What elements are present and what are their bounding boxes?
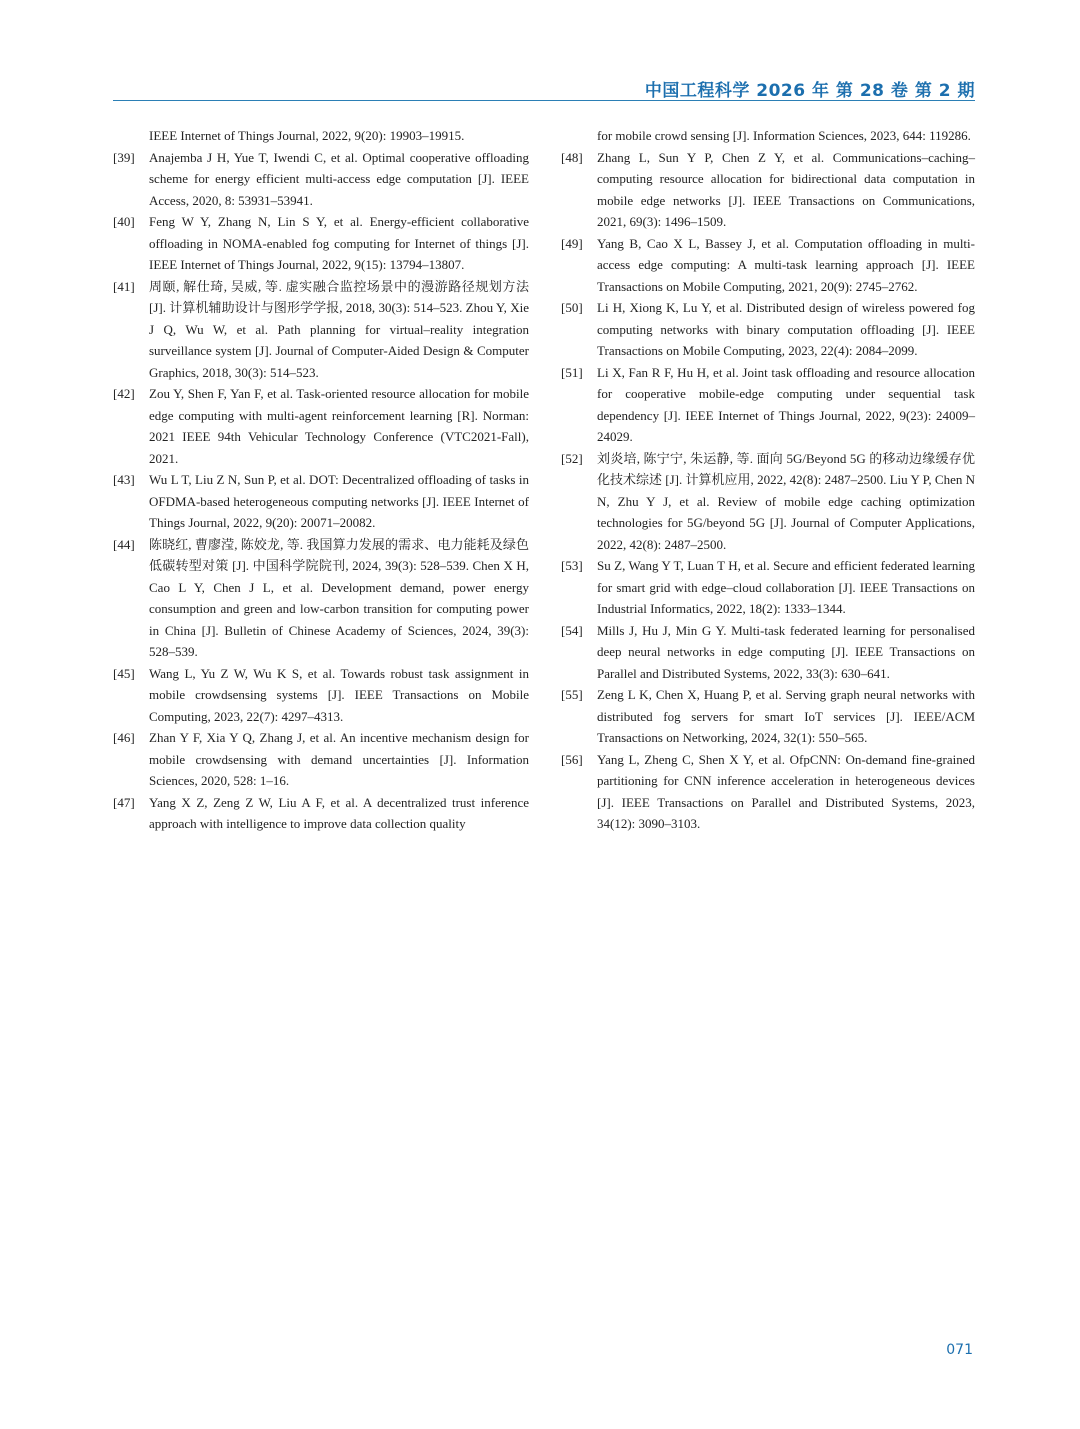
reference-text: Feng W Y, Zhang N, Lin S Y, et al. Energy-efficient collaborative offloading in NOMA-enabled fog computing for Internet of things [J]. IEEE Internet of Things Journal, 2022, 9(15): 13794–13807.	[149, 214, 529, 272]
reference-number: [42]	[113, 386, 135, 401]
reference-number: [46]	[113, 730, 135, 745]
reference-text: Yang L, Zheng C, Shen X Y, et al. OfpCNN: On-demand fine-grained partitioning for CNN inference acceleration in heterogeneous devices [J]. IEEE Transactions on Parallel and Distributed Systems, 2023, 34(12): 3090–3103.	[597, 751, 975, 831]
reference-number: [47]	[113, 794, 135, 810]
reference-text: Anajemba J H, Yue T, Iwendi C, et al. Optimal cooperative offloading scheme for energy efficient multi-access edge computation [J]. IEEE Access, 2020, 8: 53931–53941.	[149, 149, 529, 208]
reference-continuation: for mobile crowd sensing [J]. Information Sciences, 2023, 644: 119286.	[597, 128, 971, 143]
reference-item	[561, 362, 975, 448]
reference-item	[113, 663, 529, 728]
reference-item	[113, 792, 529, 835]
reference-item	[561, 233, 975, 298]
reference-number: [41]	[113, 278, 135, 294]
reference-text: Zhang L, Sun Y P, Chen Z Y, et al. Communications–caching–computing resource allocation for bidirectional data computation in mobile edge networks [J]. IEEE Transactions on Communications, 2021, 69(3): 1496–1509.	[597, 149, 975, 229]
reference-item	[561, 749, 975, 835]
running-header	[113, 70, 975, 101]
reference-column-left	[113, 125, 529, 835]
reference-item	[561, 147, 975, 233]
reference-item	[113, 727, 529, 792]
reference-text: Zhan Y F, Xia Y Q, Zhang J, et al. An incentive mechanism design for mobile crowdsensing with demand uncertainties [J]. Information Sciences, 2020, 528: 1–16.	[149, 730, 529, 788]
reference-item	[113, 534, 529, 663]
reference-number: [44]	[113, 536, 135, 552]
reference-item	[113, 469, 529, 534]
reference-text: 周颐, 解仕琦, 吴威, 等. 虚实融合监控场景中的漫游路径规划方法 [J]. 计算机辅助设计与图形学学报, 2018, 30(3): 514–523. Zhou Y, Xie J Q, Wu W, et al. Path planning for virtual–reality integration surveillance system [J]. Journal of Computer-Aided Design & Computer Graphics, 2018, 30(3): 514–523.	[149, 278, 529, 380]
reference-item	[561, 555, 975, 620]
reference-item	[561, 684, 975, 749]
reference-text: Li X, Fan R F, Hu H, et al. Joint task offloading and resource allocation for cooperative mobile-edge computing under sequential task dependency [J]. IEEE Internet of Things Journal, 2022, 9(23): 24009–24029.	[597, 364, 975, 444]
reference-item	[561, 448, 975, 556]
reference-text: Wu L T, Liu Z N, Sun P, et al. DOT: Decentralized offloading of tasks in OFDMA-based heterogeneous computing networks [J]. IEEE Internet of Things Journal, 2022, 9(20): 20071–20082.	[149, 472, 529, 530]
reference-number: [49]	[561, 235, 583, 251]
reference-text: Mills J, Hu J, Min G Y. Multi-task federated learning for personalised deep neural networks in edge computing [J]. IEEE Transactions on Parallel and Distributed Systems, 2022, 33(3): 630–641.	[597, 622, 975, 681]
reference-text: Yang X Z, Zeng Z W, Liu A F, et al. A decentralized trust inference approach with intelligence to improve data collection quality	[149, 794, 529, 831]
reference-text: Yang B, Cao X L, Bassey J, et al. Computation offloading in multi-access edge computing: A multi-task learning approach [J]. IEEE Transactions on Mobile Computing, 2021, 20(9): 2745–2762.	[597, 235, 975, 294]
reference-text: 陈晓红, 曹廖滢, 陈姣龙, 等. 我国算力发展的需求、电力能耗及绿色低碳转型对策 [J]. 中国科学院院刊, 2024, 39(3): 528–539. Chen X H, Cao L Y, Chen J L, et al. Development demand, power energy consumption and green and low-carbon transition for computing power in China [J]. Bulletin of Chinese Academy of Sciences, 2024, 39(3): 528–539.	[149, 536, 529, 659]
reference-number: [55]	[561, 687, 583, 702]
reference-number: [43]	[113, 472, 135, 487]
reference-number: [52]	[561, 450, 583, 466]
reference-text: Su Z, Wang Y T, Luan T H, et al. Secure and efficient federated learning for smart grid with edge–cloud collaboration [J]. IEEE Transactions on Industrial Informatics, 2022, 18(2): 1333–1344.	[597, 558, 975, 616]
reference-number: [53]	[561, 558, 583, 573]
reference-text: Zou Y, Shen F, Yan F, et al. Task-oriented resource allocation for mobile edge computing with multi-agent reinforcement learning [R]. Norman: 2021 IEEE 94th Vehicular Technology Conference (VTC2021-Fall), 2021.	[149, 386, 529, 466]
reference-number: [45]	[113, 665, 135, 681]
reference-number: [48]	[561, 149, 583, 165]
reference-item	[113, 383, 529, 469]
reference-continuation: IEEE Internet of Things Journal, 2022, 9(20): 19903–19915.	[149, 128, 465, 143]
reference-number: [54]	[561, 622, 583, 638]
reference-number: [56]	[561, 751, 583, 767]
reference-number: [40]	[113, 214, 135, 229]
reference-item	[561, 620, 975, 685]
reference-text: 刘炎培, 陈宁宁, 朱运静, 等. 面向 5G/Beyond 5G 的移动边缘缓存优化技术综述 [J]. 计算机应用, 2022, 42(8): 2487–2500. Liu Y P, Chen N N, Zhu Y J, et al. Review of mobile edge caching optimization technologies for 5G/beyond 5G [J]. Journal of Computer Applications, 2022, 42(8): 2487–2500.	[597, 450, 975, 552]
reference-number: [39]	[113, 149, 135, 165]
reference-number: [50]	[561, 300, 583, 315]
reference-text: Zeng L K, Chen X, Huang P, et al. Serving graph neural networks with distributed fog servers for smart IoT services [J]. IEEE/ACM Transactions on Networking, 2024, 32(1): 550–565.	[597, 687, 975, 745]
journal-title: 中国工程科学 2026 年 第 28 卷 第 2 期	[644, 81, 975, 101]
reference-number: [51]	[561, 364, 583, 380]
reference-text: Wang L, Yu Z W, Wu K S, et al. Towards robust task assignment in mobile crowdsensing systems [J]. IEEE Transactions on Mobile Computing, 2023, 22(7): 4297–4313.	[149, 665, 529, 724]
page-number: 071	[946, 1342, 973, 1358]
reference-column-right	[561, 125, 975, 835]
reference-item	[113, 147, 529, 212]
reference-item	[113, 211, 529, 276]
reference-text: Li H, Xiong K, Lu Y, et al. Distributed design of wireless powered fog computing networks with binary computation offloading [J]. IEEE Transactions on Mobile Computing, 2023, 22(4): 2084–2099.	[597, 300, 975, 358]
reference-item	[561, 297, 975, 362]
reference-item	[113, 276, 529, 384]
